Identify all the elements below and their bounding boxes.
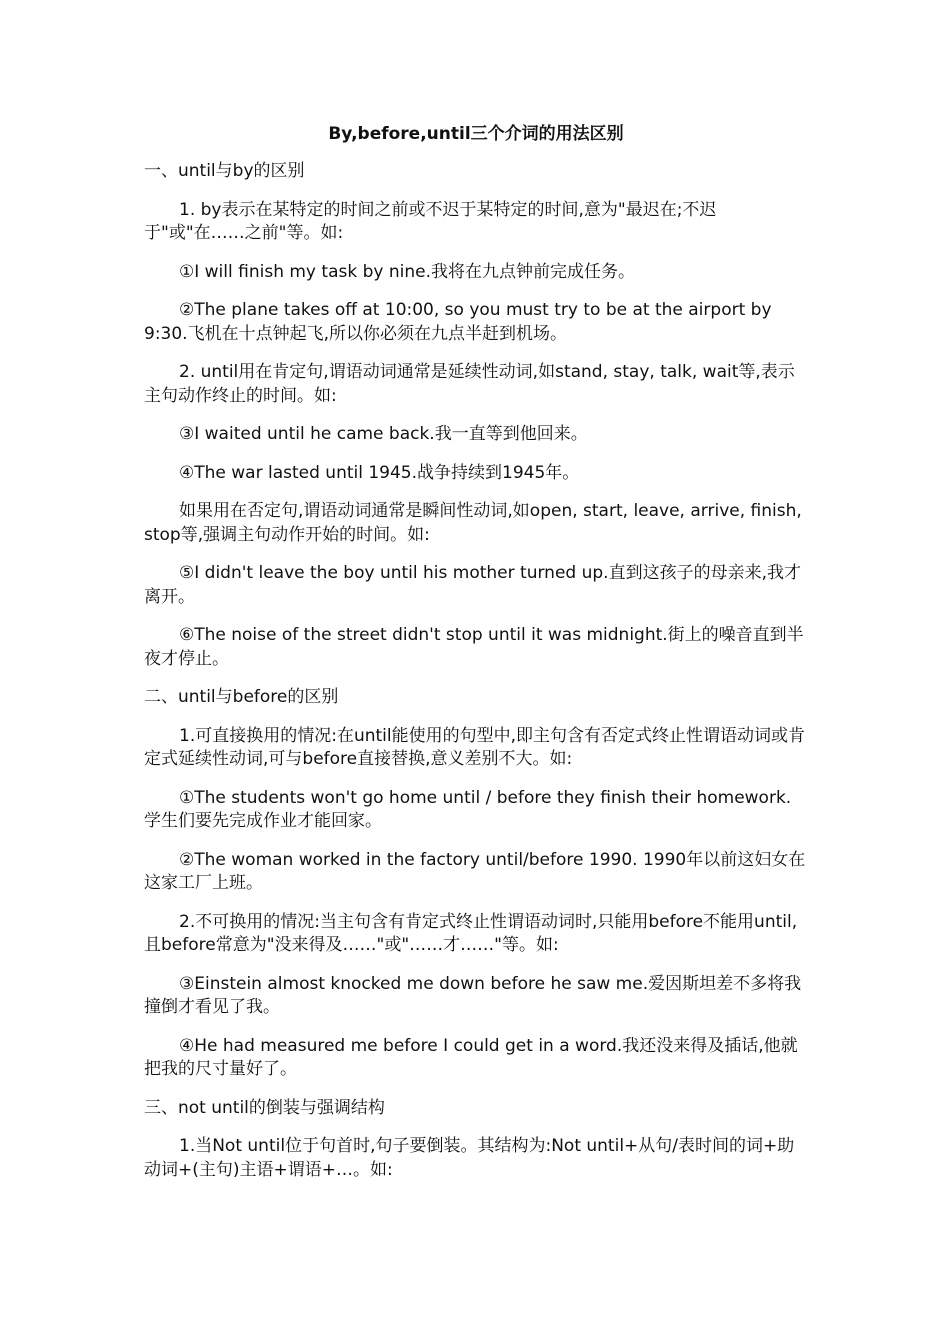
paragraph: 1.当Not until位于句首时,句子要倒装。其结构为:Not until+从句/表时间的词+助动词+(主句)主语+谓语+…。如: [144,1136,795,1180]
example-sentence: ②The woman worked in the factory until/before 1990. 1990年以前这妇女在这家工厂上班。 [144,849,806,893]
example-sentence: ②The plane takes off at 10:00, so you must try to be at the airport by 9:30.飞机在十点钟起飞,所以你必须在九点半赶到机场。 [144,300,772,344]
example-sentence: ⑥The noise of the street didn't stop until it was midnight.街上的噪音直到半夜才停止。 [144,625,804,669]
example-sentence: ①The students won't go home until / before they finish their homework.学生们要先完成作业才能回家。 [144,787,792,831]
example-sentence: ④He had measured me before I could get in a word.我还没来得及插话,他就把我的尺寸量好了。 [144,1035,798,1079]
section-heading-3: 三、not until的倒装与强调结构 [144,1097,385,1118]
paragraph: 如果用在否定句,谓语动词通常是瞬间性动词,如open, start, leave, arrive, finish, stop等,强调主句动作开始的时间。如: [144,501,802,545]
paragraph: 1.可直接换用的情况:在until能使用的句型中,即主句含有否定式终止性谓语动词或肯定式延续性动词,可与before直接替换,意义差别不大。如: [144,725,806,769]
example-sentence: ③I waited until he came back.我一直等到他回来。 [179,424,588,444]
example-sentence: ⑤I didn't leave the boy until his mother turned up.直到这孩子的母亲来,我才离开。 [144,563,801,607]
paragraph: 2.不可换用的情况:当主句含有肯定式终止性谓语动词时,只能用before不能用until,且before常意为"没来得及……"或"……才……"等。如: [144,911,798,955]
paragraph: 2. until用在肯定句,谓语动词通常是延续性动词,如stand, stay, talk, wait等,表示主句动作终止的时间。如: [144,362,795,406]
example-sentence: ①I will finish my task by nine.我将在九点钟前完成任务。 [179,261,635,282]
section-heading-1: 一、until与by的区别 [144,161,305,181]
document-page [144,122,808,1197]
paragraph: 1. by表示在某特定的时间之前或不迟于某特定的时间,意为"最迟在;不迟于"或"在……之前"等。如: [144,199,717,243]
section-heading-2: 二、until与before的区别 [144,687,339,707]
document-title: By,before,until三个介词的用法区别 [328,124,624,144]
example-sentence: ④The war lasted until 1945.战争持续到1945年。 [179,462,580,483]
example-sentence: ③Einstein almost knocked me down before he saw me.爱因斯坦差不多将我撞倒才看见了我。 [144,973,802,1017]
